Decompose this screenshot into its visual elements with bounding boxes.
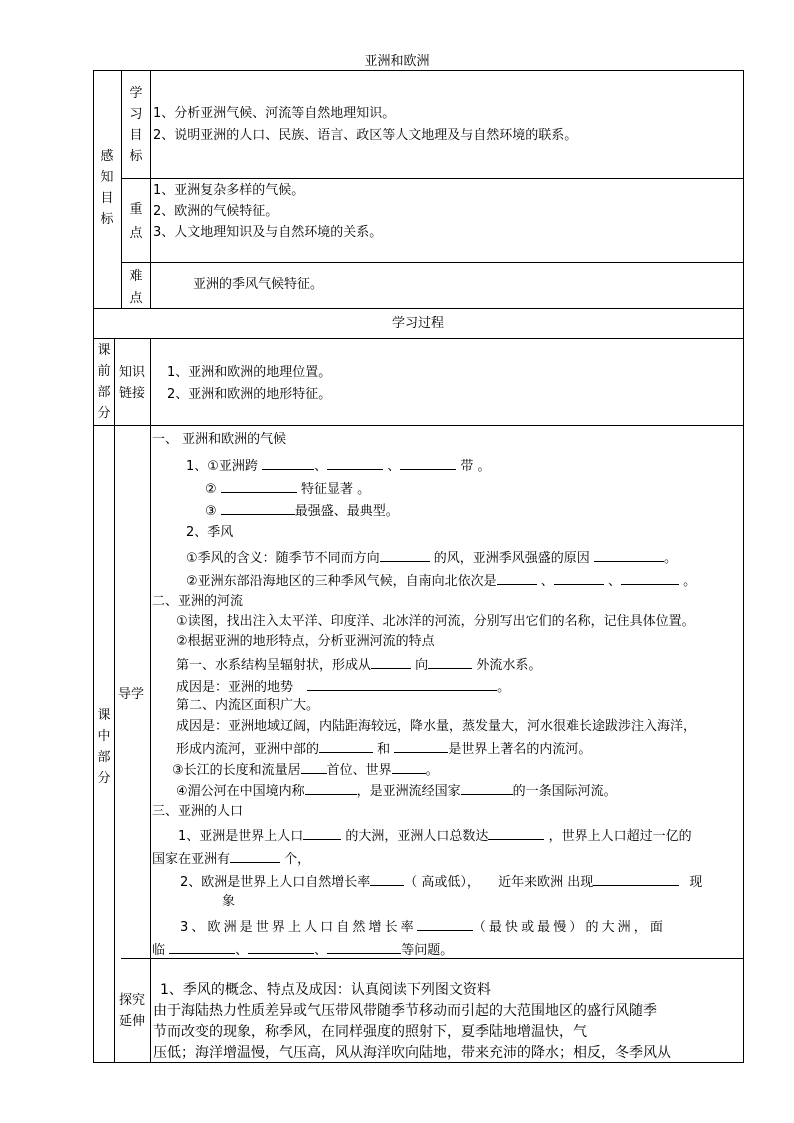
key-point: 3、人文地理知识及与自然环境的关系。 <box>153 225 383 240</box>
fill-blank[interactable] <box>248 939 314 954</box>
difficult-label: 难点 <box>129 269 143 306</box>
question-line: 象 <box>222 894 236 909</box>
question-line: ②根据亚洲的地形特点，分析亚洲河流的特点 <box>176 634 435 649</box>
goal-item: 2、说明亚洲的人口、民族、语言、政区等人文地理及与自然环境的联系。 <box>153 128 578 143</box>
question-line: 2、季风 <box>186 525 234 540</box>
fill-blank[interactable] <box>497 570 537 585</box>
fill-blank[interactable] <box>400 455 456 470</box>
question-line: 成因是：亚洲地域辽阔，内陆距海较远，降水量，蒸发量大，河水很难长途跋涉注入海洋， <box>176 719 697 734</box>
explore-line: 节而改变的现象，称季风，在同样强度的照射下，夏季陆地增温快，气 <box>153 1024 587 1040</box>
question-line: 1、①亚洲跨 、 、 带 。 <box>186 455 491 477</box>
fill-blank[interactable] <box>169 939 235 954</box>
goals-label: 学习目标 <box>129 86 143 164</box>
explore-line: 由于海陆热力性质差异或气压带风带随季节移动而引起的大范围地区的盛行风随季 <box>153 1003 657 1019</box>
section-heading: 二、亚洲的河流 <box>152 594 244 609</box>
explore-line: 压低；海洋增温慢，气压高，风从海洋吹向陆地，带来充沛的降水；相反，冬季风从 <box>153 1045 671 1061</box>
fill-blank[interactable] <box>461 780 513 795</box>
fill-blank[interactable] <box>327 455 383 470</box>
fill-blank[interactable] <box>394 738 448 753</box>
link-item: 1、亚洲和欧洲的地理位置。 <box>167 365 332 380</box>
fill-blank[interactable] <box>488 825 544 840</box>
fill-blank[interactable] <box>621 570 679 585</box>
key-point: 1、亚洲复杂多样的气候。 <box>153 183 305 198</box>
fill-blank[interactable] <box>327 939 401 954</box>
perceive-label: 感知目标 <box>100 149 114 227</box>
fill-blank[interactable] <box>307 676 497 691</box>
fill-blank[interactable] <box>428 654 472 669</box>
fill-blank[interactable] <box>262 455 314 470</box>
fill-blank[interactable] <box>554 570 604 585</box>
pre-class-label: 课前部分 <box>97 343 111 421</box>
process-header: 学习过程 <box>391 316 444 331</box>
key-point: 2、欧洲的气候特征。 <box>153 204 279 219</box>
question-line: ② 特征显著 。 <box>205 478 370 500</box>
goal-item: 1、分析亚洲气候、河流等自然地理知识。 <box>153 106 396 121</box>
fill-blank[interactable] <box>301 759 327 774</box>
page-title: 亚洲和欧洲 <box>364 54 430 69</box>
section-heading: 一、 亚洲和欧洲的气候 <box>152 432 287 447</box>
fill-blank[interactable] <box>319 738 373 753</box>
difficult-text: 亚洲的季风气候特征。 <box>193 277 324 292</box>
section-heading: 三、亚洲的人口 <box>152 804 244 819</box>
fill-blank[interactable] <box>221 500 295 515</box>
fill-blank[interactable] <box>303 825 341 840</box>
question-line: ④湄公河在中国境内称 ，是亚洲流经国家 的一条国际河流。 <box>176 780 617 802</box>
fill-blank[interactable] <box>370 871 404 886</box>
question-line: ②亚洲东部沿海地区的三种季风气候，自南向北依次是 、 、 。 <box>186 570 696 592</box>
question-line: 3、欧洲是世界上人口自然增长率 （最快或最慢）的大洲，面 <box>180 916 666 938</box>
fill-blank[interactable] <box>417 916 473 931</box>
question-line: 国家在亚洲有 个， <box>152 848 310 870</box>
question-line: 成因是：亚洲的地势 。 <box>176 676 510 698</box>
question-line: 2、欧洲是世界上人口自然增长率 （ 高或低）， 近年来欧洲 出现 现 <box>180 871 702 893</box>
fill-blank[interactable] <box>593 871 679 886</box>
explore-label: 探究延伸 <box>118 993 145 1029</box>
link-item: 2、亚洲和欧洲的地形特征。 <box>167 387 332 402</box>
key-label: 重点 <box>129 202 143 241</box>
link-label: 知识链接 <box>118 365 145 401</box>
question-line: 1、亚洲是世界上人口 的大洲，亚洲人口总数达 ，世界上人口超过一亿的 <box>178 825 692 847</box>
question-line: ③ 最强盛、最典型。 <box>205 500 399 522</box>
question-line: ③长江的长度和流量居 首位、世界 。 <box>172 759 439 781</box>
fill-blank[interactable] <box>392 759 426 774</box>
guide-label: 导学 <box>118 687 145 702</box>
question-line: ①季风的含义：随季节不同而方向 的风，亚洲季风强盛的原因 。 <box>186 547 677 569</box>
fill-blank[interactable] <box>221 478 297 493</box>
question-line: ①读图，找出注入太平洋、印度洋、北冰洋的河流，分别写出它们的名称，记住具体位置。 <box>176 614 695 629</box>
question-line: 第二、内流区面积广大。 <box>176 698 320 713</box>
in-class-label: 课中部分 <box>97 708 111 786</box>
fill-blank[interactable] <box>371 654 411 669</box>
question-line: 第一、水系结构呈辐射状，形成从 向 外流水系。 <box>176 654 541 676</box>
fill-blank[interactable] <box>380 547 430 562</box>
explore-heading: 1、季风的概念、特点及成因：认真阅读下列图文资料 <box>160 982 491 998</box>
fill-blank[interactable] <box>230 848 280 863</box>
question-line: 临 、 、 等问题。 <box>152 939 453 961</box>
fill-blank[interactable] <box>594 547 664 562</box>
fill-blank[interactable] <box>305 780 357 795</box>
question-line: 形成内流河，亚洲中部的 和 是世界上著名的内流河。 <box>176 738 591 760</box>
